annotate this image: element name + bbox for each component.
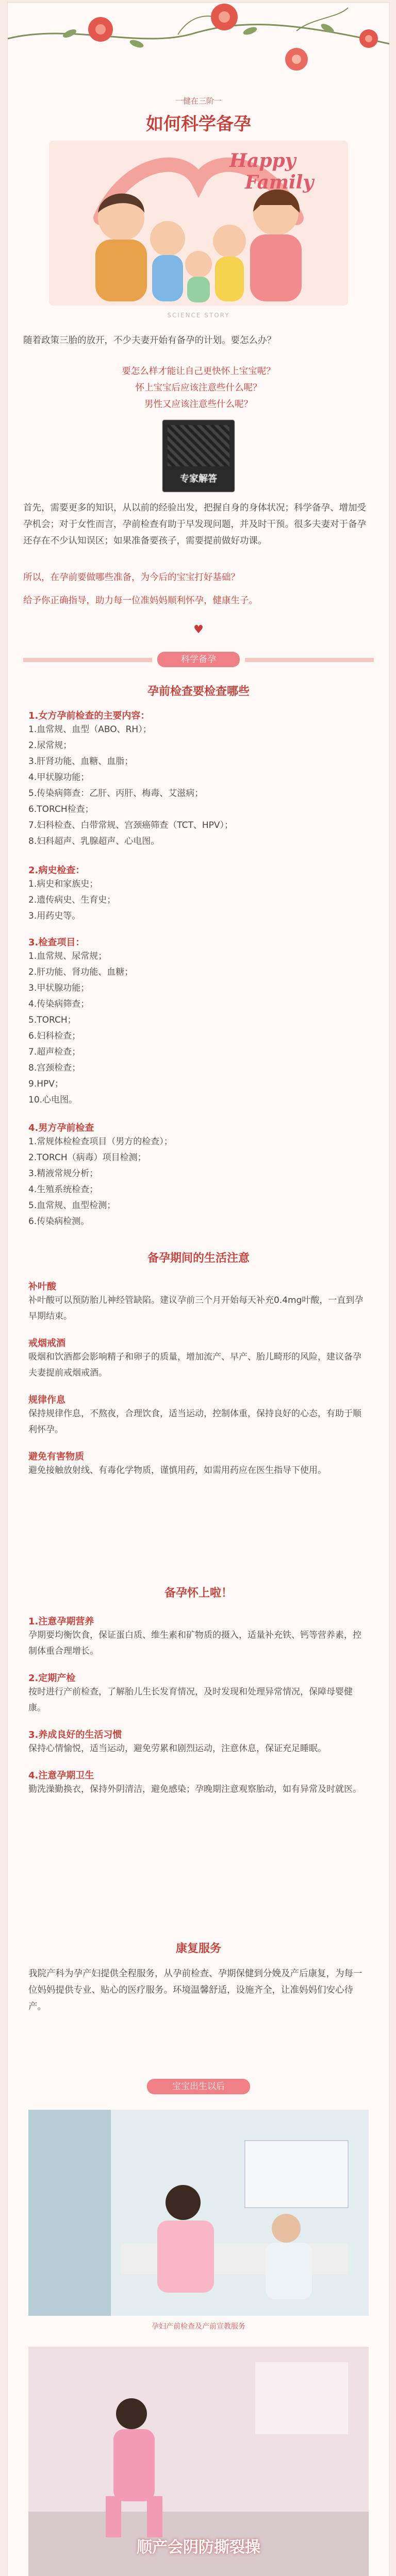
checks-group-1 xyxy=(28,708,369,850)
checks-item: 4.甲状腺功能； xyxy=(28,772,90,783)
photo-caption-1: 孕妇产前检查及产前宣教服务 xyxy=(152,2323,245,2331)
checks-item: 1.血常规、血型（ABO、RH）； xyxy=(28,724,152,735)
lifestyle-item-text: 避免接触放射线、有毒化学物质，谨慎用药，如需用药应在医生指导下使用。 xyxy=(28,1465,326,1476)
lifestyle-item-head: 补叶酸 xyxy=(28,1281,56,1292)
checks-item: 7.妇科检查、白带常规、宫颈癌筛查（TCT、HPV）； xyxy=(28,820,234,831)
checks-item: 1.病史和家族史； xyxy=(28,879,98,889)
checks-group-2 xyxy=(28,863,369,924)
intro-paragraph: 随着政策三胎的放开，不少夫妻开始有备孕的计划。要怎么办？ xyxy=(23,335,276,346)
checks-item: 2.尿常规； xyxy=(28,740,72,751)
checks-item: 3.肝肾功能、血糖、血脂； xyxy=(28,756,134,767)
question-1: 要怎么样才能让自己更快怀上宝宝呢？ xyxy=(122,366,275,377)
checks-item: 7.超声检查； xyxy=(28,1047,81,1057)
checks-item: 8.妇科超声、乳腺超声、心电图。 xyxy=(28,836,160,846)
checks-item: 6.TORCH检查； xyxy=(28,804,94,815)
checks-group-4-head: 4.男方孕前检查 xyxy=(28,1123,94,1133)
lifestyle-item-text: 吸烟和饮酒都会影响精子和卵子的质量，增加流产、早产、胎儿畸形的风险，建议备孕夫妻提前戒烟戒酒。 xyxy=(28,1352,361,1378)
header-tag: 一健在三阶一 xyxy=(175,96,222,106)
pregnant-list xyxy=(28,1610,369,1798)
checks-item: 1.常规体检检查项目（男方的检查）； xyxy=(28,1137,173,1147)
checks-item: 2.遗传病史、生育史； xyxy=(28,895,116,905)
lifestyle-item-text: 保持规律作息，不熬夜，合理饮食，适当运动，控制体重，保持良好的心态，有助于顺利怀孕。 xyxy=(28,1409,361,1435)
article-card xyxy=(7,2,390,2576)
checks-item: 9.HPV； xyxy=(28,1079,63,1089)
happy-text: Happy xyxy=(229,150,296,172)
pregnant-item-text: 勤洗澡勤换衣，保持外阴清洁，避免感染；孕晚期注意观察胎动，如有异常及时就医。 xyxy=(28,1784,361,1794)
ward-title: 康复服务 xyxy=(175,1942,221,1955)
heart-divider-icon: ♥ xyxy=(193,623,204,636)
questions-block xyxy=(8,363,389,413)
pregnant-item-text: 保持心情愉悦，适当运动，避免劳累和剧烈运动，注意休息，保证充足睡眠。 xyxy=(28,1743,326,1754)
checks-title: 孕前检查要检查哪些 xyxy=(147,685,250,698)
checks-group-4 xyxy=(28,1121,369,1230)
pregnant-item-text: 按时进行产前检查，了解胎儿生长发育情况，及时发现和处理异常情况，保障母婴健康。 xyxy=(28,1687,353,1713)
pregnant-item-head: 4.注意孕期卫生 xyxy=(28,1770,94,1781)
divider-bar-left xyxy=(23,658,152,662)
page-title: 如何科学备孕 xyxy=(146,114,251,134)
qr-pattern xyxy=(168,425,229,466)
checks-item: 3.精液常规分析； xyxy=(28,1168,98,1179)
paragraph-2: 所以，在孕前要做哪些准备，为今后的宝宝打好基础？ xyxy=(23,572,240,583)
illustration-caption: SCIENCE STORY xyxy=(167,312,230,319)
checks-group-3 xyxy=(28,935,369,1108)
divider-bar-right xyxy=(245,658,374,662)
family-illustration xyxy=(49,141,348,306)
checks-item: 5.传染病筛查：乙肝、丙肝、梅毒、艾滋病； xyxy=(28,788,204,799)
lifestyle-item-text: 补叶酸可以预防胎儿神经管缺陷。建议孕前三个月开始每天补充0.4mg叶酸，一直到孕早期结束。 xyxy=(28,1295,364,1321)
section-pill-gallery: 宝宝出生以后 xyxy=(147,2079,250,2094)
qr-code-image xyxy=(162,420,235,492)
photo-prenatal-exam xyxy=(28,2110,369,2316)
lifestyle-item-head: 戒烟戒酒 xyxy=(28,1338,65,1349)
checks-item: 5.血常规、血型检测； xyxy=(28,1200,116,1211)
checks-item: 4.生殖系统检查； xyxy=(28,1184,98,1195)
checks-item: 10.心电图。 xyxy=(28,1095,78,1105)
checks-item: 4.传染病筛查； xyxy=(28,999,90,1009)
checks-item: 6.传染病检测。 xyxy=(28,1216,90,1227)
flower-branch-decoration xyxy=(8,3,389,80)
checks-item: 8.宫颈检查； xyxy=(28,1063,81,1073)
pregnant-item-head: 3.养成良好的生活习惯 xyxy=(28,1730,122,1740)
paragraph-3: 给予你正确指导，助力每一位准妈妈顺利怀孕，健康生子。 xyxy=(23,596,258,606)
question-3: 男性又应该注意些什么呢？ xyxy=(144,399,253,410)
checks-item: 5.TORCH； xyxy=(28,1015,76,1025)
pregnant-item-head: 2.定期产检 xyxy=(28,1673,76,1684)
qr-label: 专家解答 xyxy=(180,473,217,484)
pregnant-item-text: 孕期要均衡饮食，保证蛋白质、维生素和矿物质的摄入，适量补充铁、钙等营养素，控制体重合理增长。 xyxy=(28,1630,361,1656)
pregnant-item-head: 1.注意孕期营养 xyxy=(28,1616,94,1627)
family-illustration-art xyxy=(49,141,348,306)
section-pill-prep: 科学备孕 xyxy=(157,652,240,667)
checks-item: 3.甲状腺功能； xyxy=(28,983,90,993)
photo-overlay-text: 顺产会阴防撕裂操 xyxy=(137,2538,260,2556)
checks-group-2-head: 2.病史检查： xyxy=(28,865,85,876)
checks-item: 1.血常规、尿常规； xyxy=(28,951,107,961)
checks-item: 3.用药史等。 xyxy=(28,911,81,921)
ward-text: 我院产科为孕产妇提供全程服务，从孕前检查、孕期保健到分娩及产后康复，为每一位妈妈提供专业、贴心的医疗服务。环境温馨舒适，设施齐全，让准妈妈们安心待产。 xyxy=(28,1969,362,2012)
checks-item: 6.妇科检查； xyxy=(28,1031,81,1041)
lifestyle-list xyxy=(28,1275,369,1479)
checks-item: 2.TORCH（病毒）项目检测； xyxy=(28,1153,146,1163)
checks-item: 2.肝功能、肾功能、血糖； xyxy=(28,967,134,977)
lifestyle-item-head: 规律作息 xyxy=(28,1395,65,1405)
lifestyle-item-head: 避免有害物质 xyxy=(28,1451,84,1462)
photo-prenatal-exam-art xyxy=(28,2110,369,2316)
question-2: 怀上宝宝后应该注意些什么呢？ xyxy=(135,383,262,393)
paragraph-1: 首先，需要更多的知识，从以前的经验出发，把握自身的身体状况；科学备孕、增加受孕机会；对于女性而言，孕前检查有助于早发现问题，并及时干预。很多夫妻对于备孕还存在不少认知误区；如果准备要孩子，需要提前做好功课。 xyxy=(23,503,366,546)
family-text: Family xyxy=(245,172,314,193)
lifestyle-title: 备孕期间的生活注意 xyxy=(147,1252,250,1265)
checks-group-1-head: 1.女方孕前检查的主要内容： xyxy=(28,710,150,721)
checks-group-3-head: 3.检查项目： xyxy=(28,937,85,948)
pregnant-title: 备孕怀上啦！ xyxy=(164,1587,233,1600)
